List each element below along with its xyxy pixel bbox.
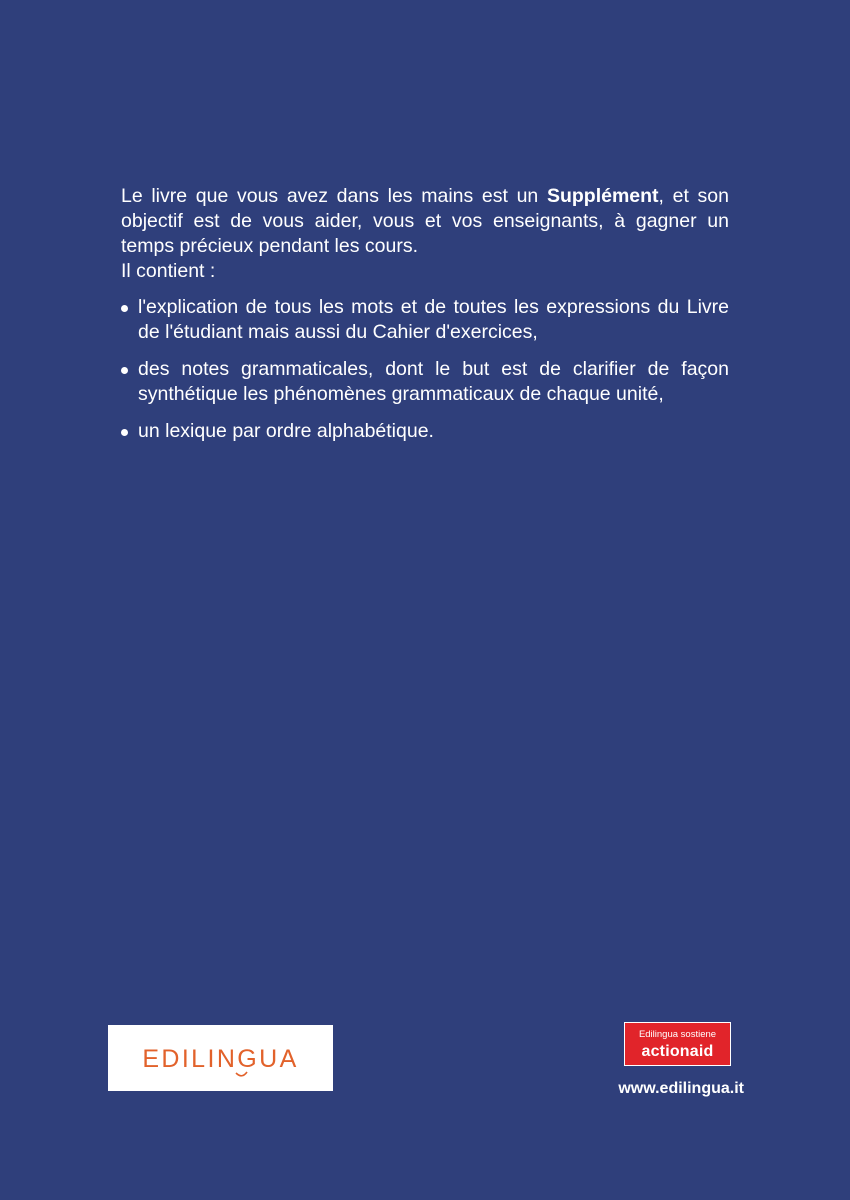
actionaid-support-text: Edilingua sostiene [638,1029,717,1040]
feature-list [121,295,729,444]
list-item [121,419,729,444]
list-item [121,295,729,345]
intro-paragraph [121,184,729,259]
edilingua-logo-mark [108,1025,333,1091]
list-item-text: des notes grammaticales, dont le but est de clarifier de façon synthétique les phénomènes grammaticaux de chaque unité, [138,358,729,405]
contains-label: Il contient : [121,260,216,282]
edilingua-logo-text: EDILINGUA [142,1045,299,1073]
website-link[interactable]: www.edilingua.it [618,1080,744,1097]
list-item-text: l'explication de tous les mots et de toutes les expressions du Livre de l'étudiant mais aussi du Cahier d'exercices, [138,296,729,343]
list-item-text: un lexique par ordre alphabétique. [138,420,434,442]
back-cover-text [121,184,729,456]
bullet-icon [121,305,128,312]
edilingua-logo [108,1025,333,1091]
actionaid-badge [624,1022,731,1066]
supplement-keyword: Supplément [546,185,659,207]
list-item [121,357,729,407]
intro-text-end: , et son objectif est de vous aider, vous et vos enseignants, à gagner un temps précieux pendant les cours. [121,185,729,257]
intro-text-start: Le livre que vous avez dans les mains est un [121,185,547,207]
bullet-icon [121,429,128,436]
actionaid-logo: actionaid [641,1043,714,1060]
bullet-icon [121,367,128,374]
